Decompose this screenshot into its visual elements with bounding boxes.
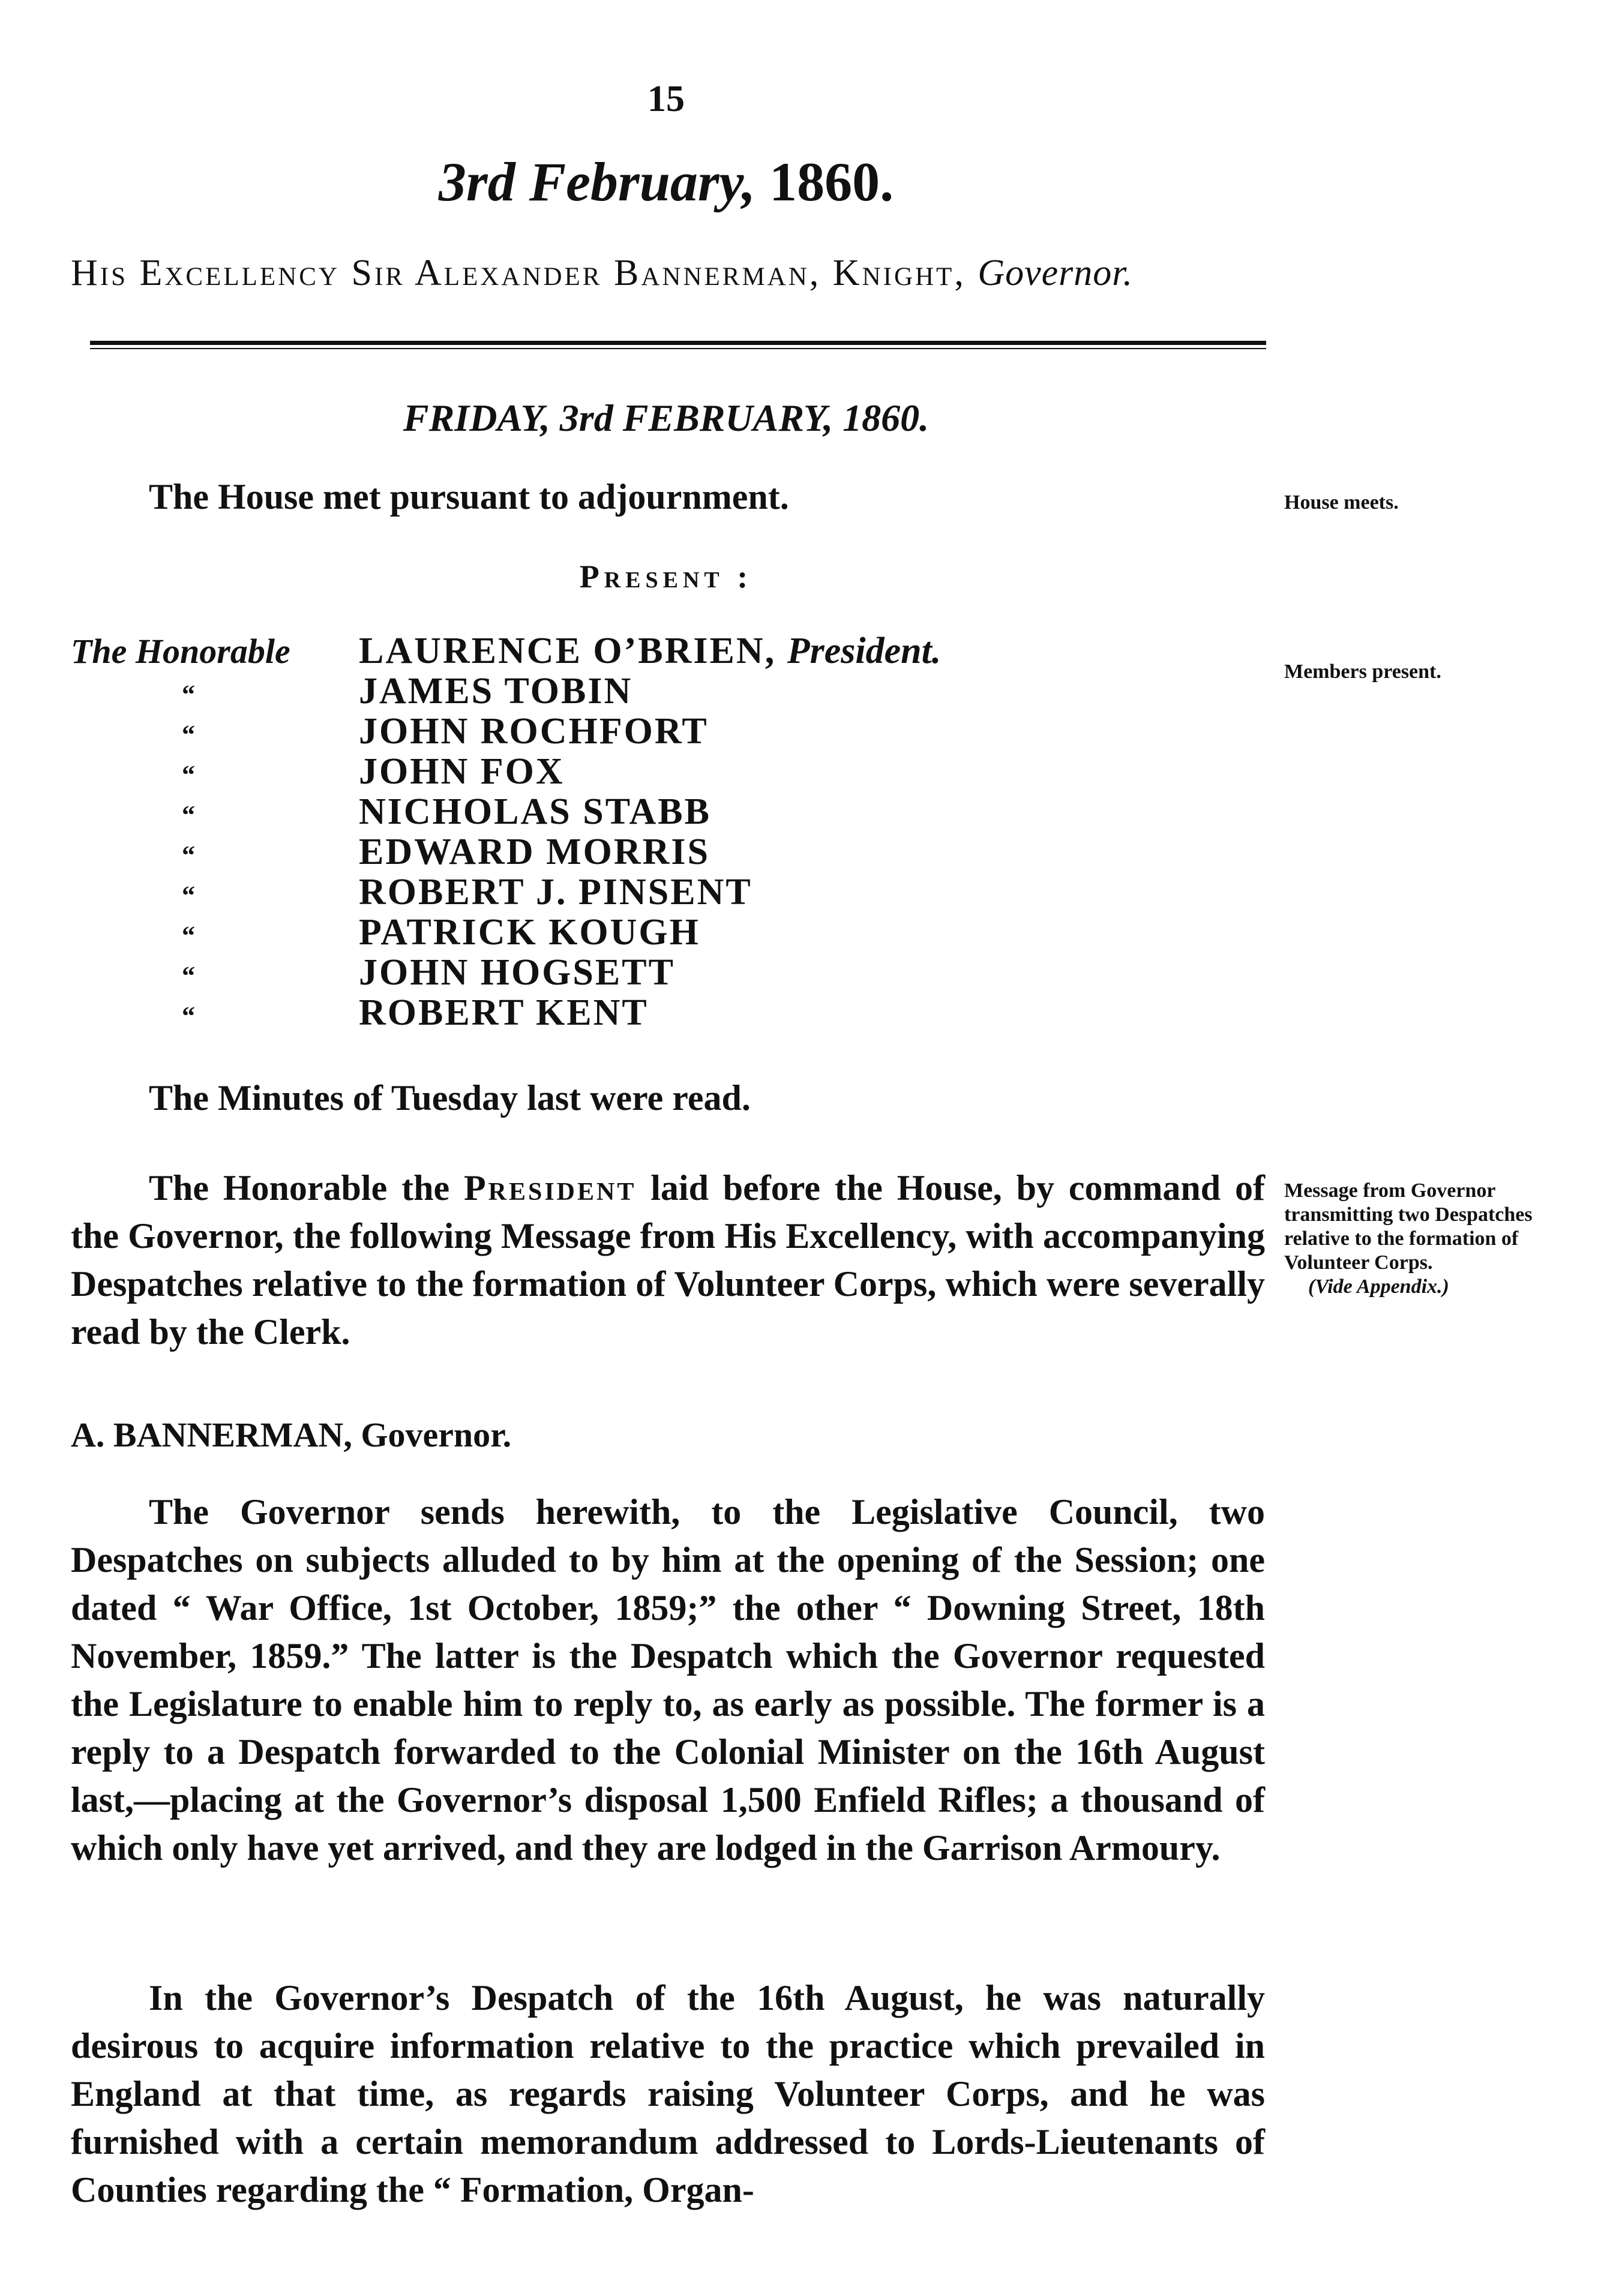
- ditto-mark: “: [182, 760, 195, 790]
- ditto-mark: “: [182, 921, 195, 950]
- member-row: [71, 831, 1091, 871]
- member-name: [359, 630, 941, 673]
- date-month: February,: [529, 151, 756, 212]
- governor-names: His Excellency Sir Alexander Bannerman, Knight,: [71, 253, 966, 293]
- page-number: 15: [647, 79, 685, 119]
- date-title: [0, 150, 1332, 214]
- members-list: [71, 630, 1091, 1032]
- ditto-mark: “: [182, 1001, 195, 1031]
- member-name: ROBERT KENT: [359, 992, 649, 1033]
- member-name: ROBERT J. PINSENT: [359, 872, 752, 913]
- member-name: JOHN ROCHFORT: [359, 711, 709, 752]
- member-name: JOHN HOGSETT: [359, 952, 675, 993]
- margin-note-message: [1284, 1179, 1584, 1299]
- governor-line: [71, 252, 1265, 295]
- margin-note-vide: (Vide Appendix.): [1308, 1275, 1449, 1298]
- paragraph-memorandum: [71, 1974, 1265, 2214]
- member-title: President.: [787, 631, 942, 671]
- member-row: [71, 710, 1091, 751]
- para1-before: The Honorable the: [149, 1168, 464, 1208]
- member-name: JOHN FOX: [359, 751, 565, 792]
- signature: [71, 1415, 511, 1455]
- margin-note-members-present: Members present.: [1284, 661, 1441, 683]
- date-year: 1860.: [769, 151, 894, 212]
- house-met-text: The House met pursuant to adjournment.: [149, 477, 789, 517]
- member-row: [71, 992, 1091, 1032]
- member-row: [71, 791, 1091, 831]
- member-prefix: The Honorable: [71, 632, 290, 671]
- member-row: [71, 670, 1091, 710]
- margin-note-house-meets: House meets.: [1284, 491, 1399, 514]
- president-word: President: [463, 1168, 637, 1208]
- member-row: [71, 871, 1091, 911]
- member-name: JAMES TOBIN: [359, 671, 633, 712]
- paragraph-memorandum-text: In the Governor’s Despatch of the 16th August, he was naturally desirous to acquire information relative to the practice which prevailed in England at that time, as regards raising Volunteer Corps, and he was furnished with a certain memorandum addressed to Lords-Lieutenants of Counties regarding the “ Formation, Organ-: [71, 1978, 1265, 2210]
- member-row: [71, 911, 1091, 952]
- member-row: [71, 751, 1091, 791]
- margin-note-message-text: Message from Governor transmitting two Despatches relative to the formation of Volunteer Corps.: [1284, 1179, 1533, 1274]
- member-name: PATRICK KOUGH: [359, 912, 700, 953]
- paragraph-despatches-text: The Governor sends herewith, to the Legislative Council, two Despatches on subjects alluded to by him at the opening of the Session; one dated “ War Office, 1st October, 1859;” the other “ Downing Street, 18th November, 1859.” The latter is the Despatch which the Governor requested the Legislature to enable him to reply to, as early as possible. The former is a reply to a Despatch forwarded to the Colonial Minister on the 16th August last,—placing at the Governor’s disposal 1,500 Enfield Rifles; a thousand of which only have yet arrived, and they are lodged in the Garrison Armoury.: [71, 1492, 1265, 1868]
- ditto-mark: “: [182, 680, 195, 709]
- ditto-mark: “: [182, 800, 195, 830]
- ditto-mark: “: [182, 841, 195, 870]
- day-heading: FRIDAY, 3rd FEBRUARY, 1860.: [403, 397, 930, 439]
- date-day: 3rd: [438, 151, 515, 212]
- divider-rule-thin: [90, 348, 1266, 349]
- signature-name: A. BANNERMAN,: [71, 1415, 352, 1454]
- ditto-mark: “: [182, 720, 195, 749]
- member-name-text: LAURENCE O’BRIEN,: [359, 631, 776, 671]
- minutes-text: The Minutes of Tuesday last were read.: [149, 1078, 751, 1118]
- member-name: NICHOLAS STABB: [359, 791, 711, 832]
- ditto-mark: “: [182, 961, 195, 991]
- paragraph-despatches: [71, 1488, 1265, 1872]
- member-row: [71, 952, 1091, 992]
- member-name: EDWARD MORRIS: [359, 832, 710, 872]
- paragraph-message: [71, 1164, 1265, 1356]
- para1-after: laid before the House, by command of the Governor, the following Message from His Excellency, with accompanying Despatches relative to the formation of Volunteer Corps, which were severally read by the Clerk.: [71, 1168, 1266, 1352]
- divider-rule: [90, 341, 1266, 345]
- governor-role: Governor.: [978, 253, 1134, 293]
- member-row: [71, 630, 1091, 670]
- signature-role: Governor.: [361, 1415, 512, 1454]
- ditto-mark: “: [182, 881, 195, 910]
- present-heading: Present :: [579, 559, 753, 595]
